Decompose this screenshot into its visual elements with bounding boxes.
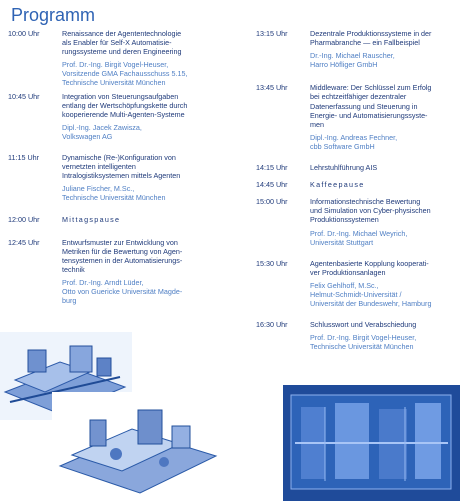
speaker-line: Prof. Dr.-Ing. Birgit Vogel-Heuser,: [310, 333, 417, 343]
speaker-line: Otto von Guericke Universität Magde-: [62, 287, 183, 297]
speaker-line: Prof. Dr.-Ing. Michael Weyrich,: [310, 228, 408, 238]
entry-time: 15:30 Uhr: [256, 258, 288, 268]
entry-time: 14:15 Uhr: [256, 163, 288, 173]
talk-line: rungssysteme und deren Engineering: [62, 47, 182, 57]
talk-line: Dynamische (Re-)Konfiguration von: [62, 153, 176, 163]
speaker-line: Felix Gehlhoff, M.Sc.,: [310, 280, 379, 290]
talk-line: bei echtzeitfähiger dezentraler: [310, 92, 407, 102]
entry-time: 13:15 Uhr: [256, 29, 288, 38]
talk-line: ver Produktionsanlagen: [310, 267, 386, 277]
program-right-column: [256, 29, 460, 352]
talk-line: als Enabler für Self-X Automatisie-: [62, 38, 172, 48]
speaker-line: Dr.-Ing. Michael Rauscher,: [310, 51, 395, 61]
program-left-column: [8, 29, 233, 306]
program-entry: [256, 320, 460, 351]
speaker-line: Prof. Dr.-Ing. Arndt Lüder,: [62, 277, 144, 287]
talk-line: Produktionssystemen: [310, 215, 379, 225]
talk-line: und Simulation von Cyber-physischen: [310, 206, 431, 216]
talk-line: vernetzten intelligenten: [62, 162, 136, 172]
program-entry: [8, 29, 233, 88]
talk-line: Pharmabranche — ein Fallbeispiel: [310, 38, 420, 48]
speaker-line: Technische Universität München: [62, 193, 166, 203]
automation-line-image: [52, 392, 224, 500]
entry-time: 13:45 Uhr: [256, 83, 288, 93]
break-label: Kaffeepause: [310, 180, 365, 190]
talk-line: Agentenbasierte Kopplung kooperati-: [310, 258, 429, 268]
program-entry: [256, 29, 460, 69]
talk-line: Metriken für die Bewertung von Agen-: [62, 246, 183, 256]
program-entry: [8, 153, 233, 202]
program-entry: [8, 215, 233, 224]
talk-line: Entwurfsmuster zur Entwicklung von: [62, 237, 178, 247]
talk-line: entlang der Wertschöpfungskette durch: [62, 100, 188, 110]
entry-time: 15:00 Uhr: [256, 197, 288, 207]
program-entry: [256, 180, 460, 189]
talk-line: Informationstechnische Bewertung: [310, 197, 421, 207]
program-entry: [256, 259, 460, 308]
talk-line: Schlusswort und Verabschiedung: [310, 320, 417, 330]
talk-line: men: [310, 119, 324, 129]
speaker-line: Helmut-Schmidt-Universität /: [310, 289, 402, 299]
program-entry: [256, 83, 460, 151]
talk-line: technik: [62, 264, 85, 274]
entry-time: 11:15 Uhr: [8, 153, 40, 163]
talk-line: Middleware: Der Schlüssel zum Erfolg: [310, 83, 432, 93]
page-title: Programm: [11, 5, 96, 25]
speaker-line: Technische Universität München: [62, 78, 166, 88]
speaker-line: Universität der Bundeswehr, Hamburg: [310, 299, 432, 309]
speaker-line: Technische Universität München: [310, 342, 414, 352]
talk-line: Renaissance der Agententechnologie: [62, 29, 182, 38]
pharma-machine-image: [283, 385, 460, 501]
speaker-line: Prof. Dr.-Ing. Birgit Vogel-Heuser,: [62, 60, 169, 70]
entry-time: 16:30 Uhr: [256, 320, 288, 330]
speaker-line: Volkswagen AG: [62, 131, 113, 141]
speaker-line: burg: [62, 296, 77, 306]
speaker-line: Vorsitzende GMA Fachausschuss 5.15,: [62, 69, 188, 79]
program-entry: [8, 238, 233, 306]
talk-line: Intralogistiksystemen mittels Agenten: [62, 171, 181, 181]
break-label: Mittagspause: [62, 214, 121, 224]
speaker-line: Juliane Fischer, M.Sc.,: [62, 184, 135, 194]
speaker-line: cbb Software GmbH: [310, 141, 375, 151]
program-entry: [256, 197, 460, 246]
entry-time: 10:45 Uhr: [8, 91, 40, 101]
speaker-line: Dipl.-Ing. Jacek Zawisza,: [62, 122, 142, 132]
entry-time: 12:45 Uhr: [8, 237, 40, 247]
talk-line: tensystemen in der Automatisierungs-: [62, 255, 183, 265]
talk-line: Dezentrale Produktionssysteme in der: [310, 29, 432, 38]
talk-line: kooperierende Multi-Agenten-Systeme: [62, 109, 185, 119]
program-entry: [256, 163, 460, 172]
talk-line: Integration von Steuerungsaufgaben: [62, 91, 179, 101]
talk-line: Lehrstuhlführung AIS: [310, 163, 378, 173]
speaker-line: Dipl.-Ing. Andreas Fechner,: [310, 132, 398, 142]
entry-time: 10:00 Uhr: [8, 29, 40, 38]
talk-line: Datenerfassung und Steuerung in: [310, 101, 418, 111]
speaker-line: Harro Höfliger GmbH: [310, 60, 378, 70]
speaker-line: Universität Stuttgart: [310, 237, 374, 247]
entry-time: 14:45 Uhr: [256, 180, 288, 190]
program-entry: [8, 92, 233, 141]
talk-line: Energie- und Automatisierungssyste-: [310, 110, 428, 120]
entry-time: 12:00 Uhr: [8, 214, 40, 224]
